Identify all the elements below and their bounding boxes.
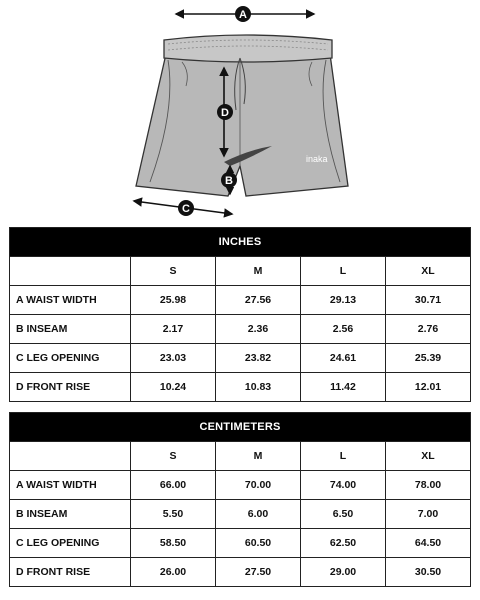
table-cell: 24.61: [301, 344, 386, 373]
blank-cell: [10, 442, 131, 471]
marker-c: [178, 200, 194, 216]
brand-text: inaka: [306, 154, 328, 164]
table-cell: 10.24: [131, 373, 216, 402]
centimeters-size-table: [9, 412, 471, 587]
table-row: [10, 344, 471, 373]
table-cell: 10.83: [216, 373, 301, 402]
row-label: A WAIST WIDTH: [10, 471, 131, 500]
table-cell: 60.50: [216, 529, 301, 558]
table-cell: 64.50: [386, 529, 471, 558]
table-cell: 74.00: [301, 471, 386, 500]
inches-size-table: [9, 227, 471, 402]
table-cell: 27.50: [216, 558, 301, 587]
table-cell: 2.76: [386, 315, 471, 344]
svg-text:D: D: [221, 107, 229, 119]
size-header-row: [10, 442, 471, 471]
table-cell: 78.00: [386, 471, 471, 500]
size-header-cell: S: [131, 257, 216, 286]
table-cell: 2.36: [216, 315, 301, 344]
table-cell: 29.13: [301, 286, 386, 315]
table-cell: 7.00: [386, 500, 471, 529]
table-cell: 23.82: [216, 344, 301, 373]
size-header-cell: M: [216, 257, 301, 286]
table-cell: 58.50: [131, 529, 216, 558]
table-row: [10, 315, 471, 344]
table-cell: 66.00: [131, 471, 216, 500]
marker-b: [221, 172, 237, 188]
table-row: [10, 471, 471, 500]
table-cell: 12.01: [386, 373, 471, 402]
table-row: [10, 558, 471, 587]
row-label: A WAIST WIDTH: [10, 286, 131, 315]
table-title: INCHES: [10, 228, 471, 257]
row-label: B INSEAM: [10, 315, 131, 344]
table-cell: 2.17: [131, 315, 216, 344]
size-header-cell: M: [216, 442, 301, 471]
table-cell: 6.00: [216, 500, 301, 529]
row-label: B INSEAM: [10, 500, 131, 529]
shorts-drawing: [136, 35, 348, 196]
table-cell: 27.56: [216, 286, 301, 315]
table-cell: 23.03: [131, 344, 216, 373]
table-cell: 30.50: [386, 558, 471, 587]
svg-text:C: C: [182, 203, 190, 215]
table-cell: 25.98: [131, 286, 216, 315]
table-row: [10, 373, 471, 402]
row-label: C LEG OPENING: [10, 529, 131, 558]
size-header-cell: L: [301, 442, 386, 471]
marker-a: [235, 6, 251, 22]
row-label: C LEG OPENING: [10, 344, 131, 373]
blank-cell: [10, 257, 131, 286]
size-header-row: [10, 257, 471, 286]
table-cell: 30.71: [386, 286, 471, 315]
table-cell: 26.00: [131, 558, 216, 587]
table-row: [10, 286, 471, 315]
table-cell: 62.50: [301, 529, 386, 558]
size-header-cell: XL: [386, 257, 471, 286]
table-cell: 6.50: [301, 500, 386, 529]
shorts-illustration: [0, 0, 480, 222]
table-title: CENTIMETERS: [10, 413, 471, 442]
table-cell: 25.39: [386, 344, 471, 373]
table-row: [10, 529, 471, 558]
svg-text:A: A: [239, 9, 247, 21]
table-cell: 11.42: [301, 373, 386, 402]
size-header-cell: L: [301, 257, 386, 286]
table-row: [10, 500, 471, 529]
table-cell: 5.50: [131, 500, 216, 529]
svg-text:B: B: [225, 175, 233, 187]
row-label: D FRONT RISE: [10, 558, 131, 587]
row-label: D FRONT RISE: [10, 373, 131, 402]
table-cell: 29.00: [301, 558, 386, 587]
marker-d: [217, 104, 233, 120]
table-cell: 70.00: [216, 471, 301, 500]
table-cell: 2.56: [301, 315, 386, 344]
size-header-cell: S: [131, 442, 216, 471]
size-header-cell: XL: [386, 442, 471, 471]
